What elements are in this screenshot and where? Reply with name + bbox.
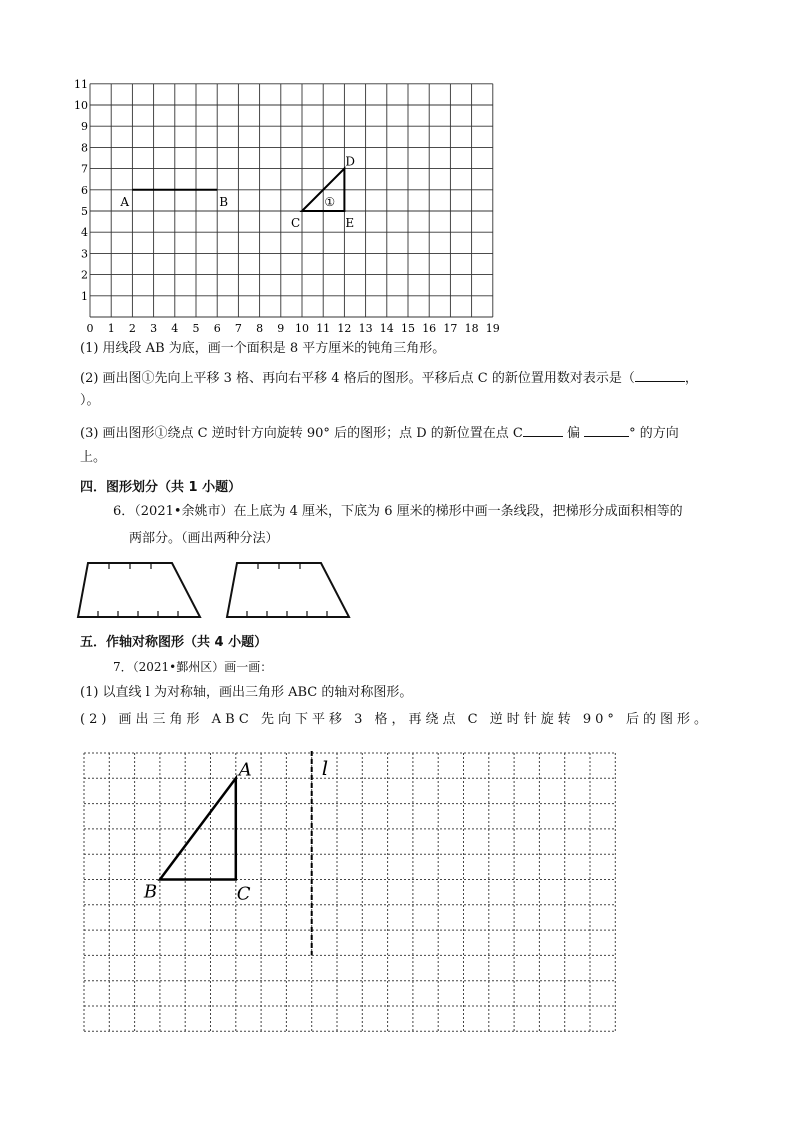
trapezoid-2 (223, 556, 355, 622)
x-tick-label: 10 (295, 322, 309, 335)
q5-part3-degree: ° 的方向 (629, 426, 679, 441)
x-tick-label: 15 (401, 322, 415, 335)
dotted-grid (78, 745, 624, 1040)
x-tick-label: 17 (443, 322, 458, 335)
x-tick-label: 1 (107, 322, 115, 335)
section-4-title: 四．图形划分（共 1 小题） (80, 480, 242, 495)
q5-part3-end: 上。 (80, 450, 107, 465)
q7-part1: (1) 以直线 l 为对称轴，画出三角形 ABC 的轴对称图形。 (80, 685, 413, 700)
point-e-label: E (345, 216, 355, 230)
q5-part2-end: ）。 (80, 393, 100, 408)
vertex-a-label: A (238, 759, 252, 781)
answer-blank[interactable] (584, 422, 629, 437)
q5-part1: (1) 用线段 AB 为底，画一个面积是 8 平方厘米的钝角三角形。 (80, 341, 446, 356)
y-tick-label: 4 (81, 226, 88, 240)
vertex-c-label: C (236, 883, 251, 905)
x-tick-label: 5 (192, 322, 200, 335)
y-tick-label: 6 (81, 183, 88, 197)
y-tick-label: 3 (81, 247, 88, 261)
x-axis-tick-labels (87, 322, 500, 335)
q5-part3-direction: 偏 (566, 426, 580, 441)
trapezoid-1 (74, 556, 206, 622)
q7-text: 7．（2021•鄞州区）画一画： (113, 660, 273, 674)
dotted-grid-lines (84, 753, 615, 1031)
answer-blank[interactable] (523, 422, 563, 437)
y-tick-label: 11 (74, 77, 88, 91)
x-tick-label: 12 (337, 322, 352, 335)
x-tick-label: 4 (171, 322, 179, 335)
answer-blank[interactable] (635, 367, 685, 382)
q5-part2-comma: ， (684, 371, 698, 386)
x-tick-label: 7 (234, 322, 242, 335)
x-tick-label: 18 (464, 322, 479, 335)
axis-l-label: l (321, 756, 329, 780)
x-tick-label: 11 (316, 322, 331, 335)
x-tick-label: 0 (86, 322, 94, 335)
y-axis-tick-labels (74, 78, 88, 303)
x-tick-label: 9 (277, 322, 285, 335)
q5-part2-line (80, 367, 698, 388)
y-tick-label: 9 (81, 120, 88, 134)
shape-label: ① (324, 195, 336, 209)
vertex-b-label: B (143, 881, 158, 903)
x-tick-label: 6 (213, 322, 221, 335)
q6-text-cont: 两部分。（画出两种分法） (129, 531, 279, 546)
y-tick-label: 7 (81, 162, 88, 176)
x-tick-label: 19 (485, 322, 500, 335)
x-tick-label: 8 (256, 322, 264, 335)
q6-text: 6．（2021•余姚市）在上底为 4 厘米，下底为 6 厘米的梯形中画一条线段，把梯形分成面积相等的 (113, 504, 683, 519)
x-tick-label: 3 (150, 322, 158, 335)
y-tick-label: 2 (81, 268, 88, 282)
q5-part3-text: (3) 画出图形①绕点 C 逆时针方向旋转 90° 后的图形；点 D 的新位置在点 C (80, 426, 523, 441)
coordinate-grid (70, 76, 510, 336)
point-a-label: A (120, 194, 130, 209)
y-tick-label: 1 (81, 289, 88, 303)
y-tick-label: 8 (81, 141, 88, 155)
x-tick-label: 13 (358, 322, 373, 335)
y-tick-label: 10 (74, 99, 88, 112)
q5-part2-text: (2) 画出图①先向上平移 3 格、再向右平移 4 格后的图形。平移后点 C 的新位置用数对表示是（ (80, 371, 635, 386)
point-c-label: C (291, 216, 301, 230)
x-tick-label: 14 (379, 322, 394, 335)
y-tick-label: 5 (81, 205, 88, 218)
x-tick-label: 16 (422, 322, 437, 335)
section-5-title: 五．作轴对称图形（共 4 小题） (80, 635, 268, 650)
point-b-label: B (219, 194, 229, 209)
q5-part3-line (80, 422, 679, 443)
q7-part2: (2) 画出三角形 ABC 先向下平移 3 格，再绕点 C 逆时针旋转 90° 后的图形。 (80, 712, 711, 727)
x-tick-label: 2 (128, 322, 136, 335)
grid-lines (90, 84, 493, 317)
point-d-label: D (345, 154, 356, 169)
